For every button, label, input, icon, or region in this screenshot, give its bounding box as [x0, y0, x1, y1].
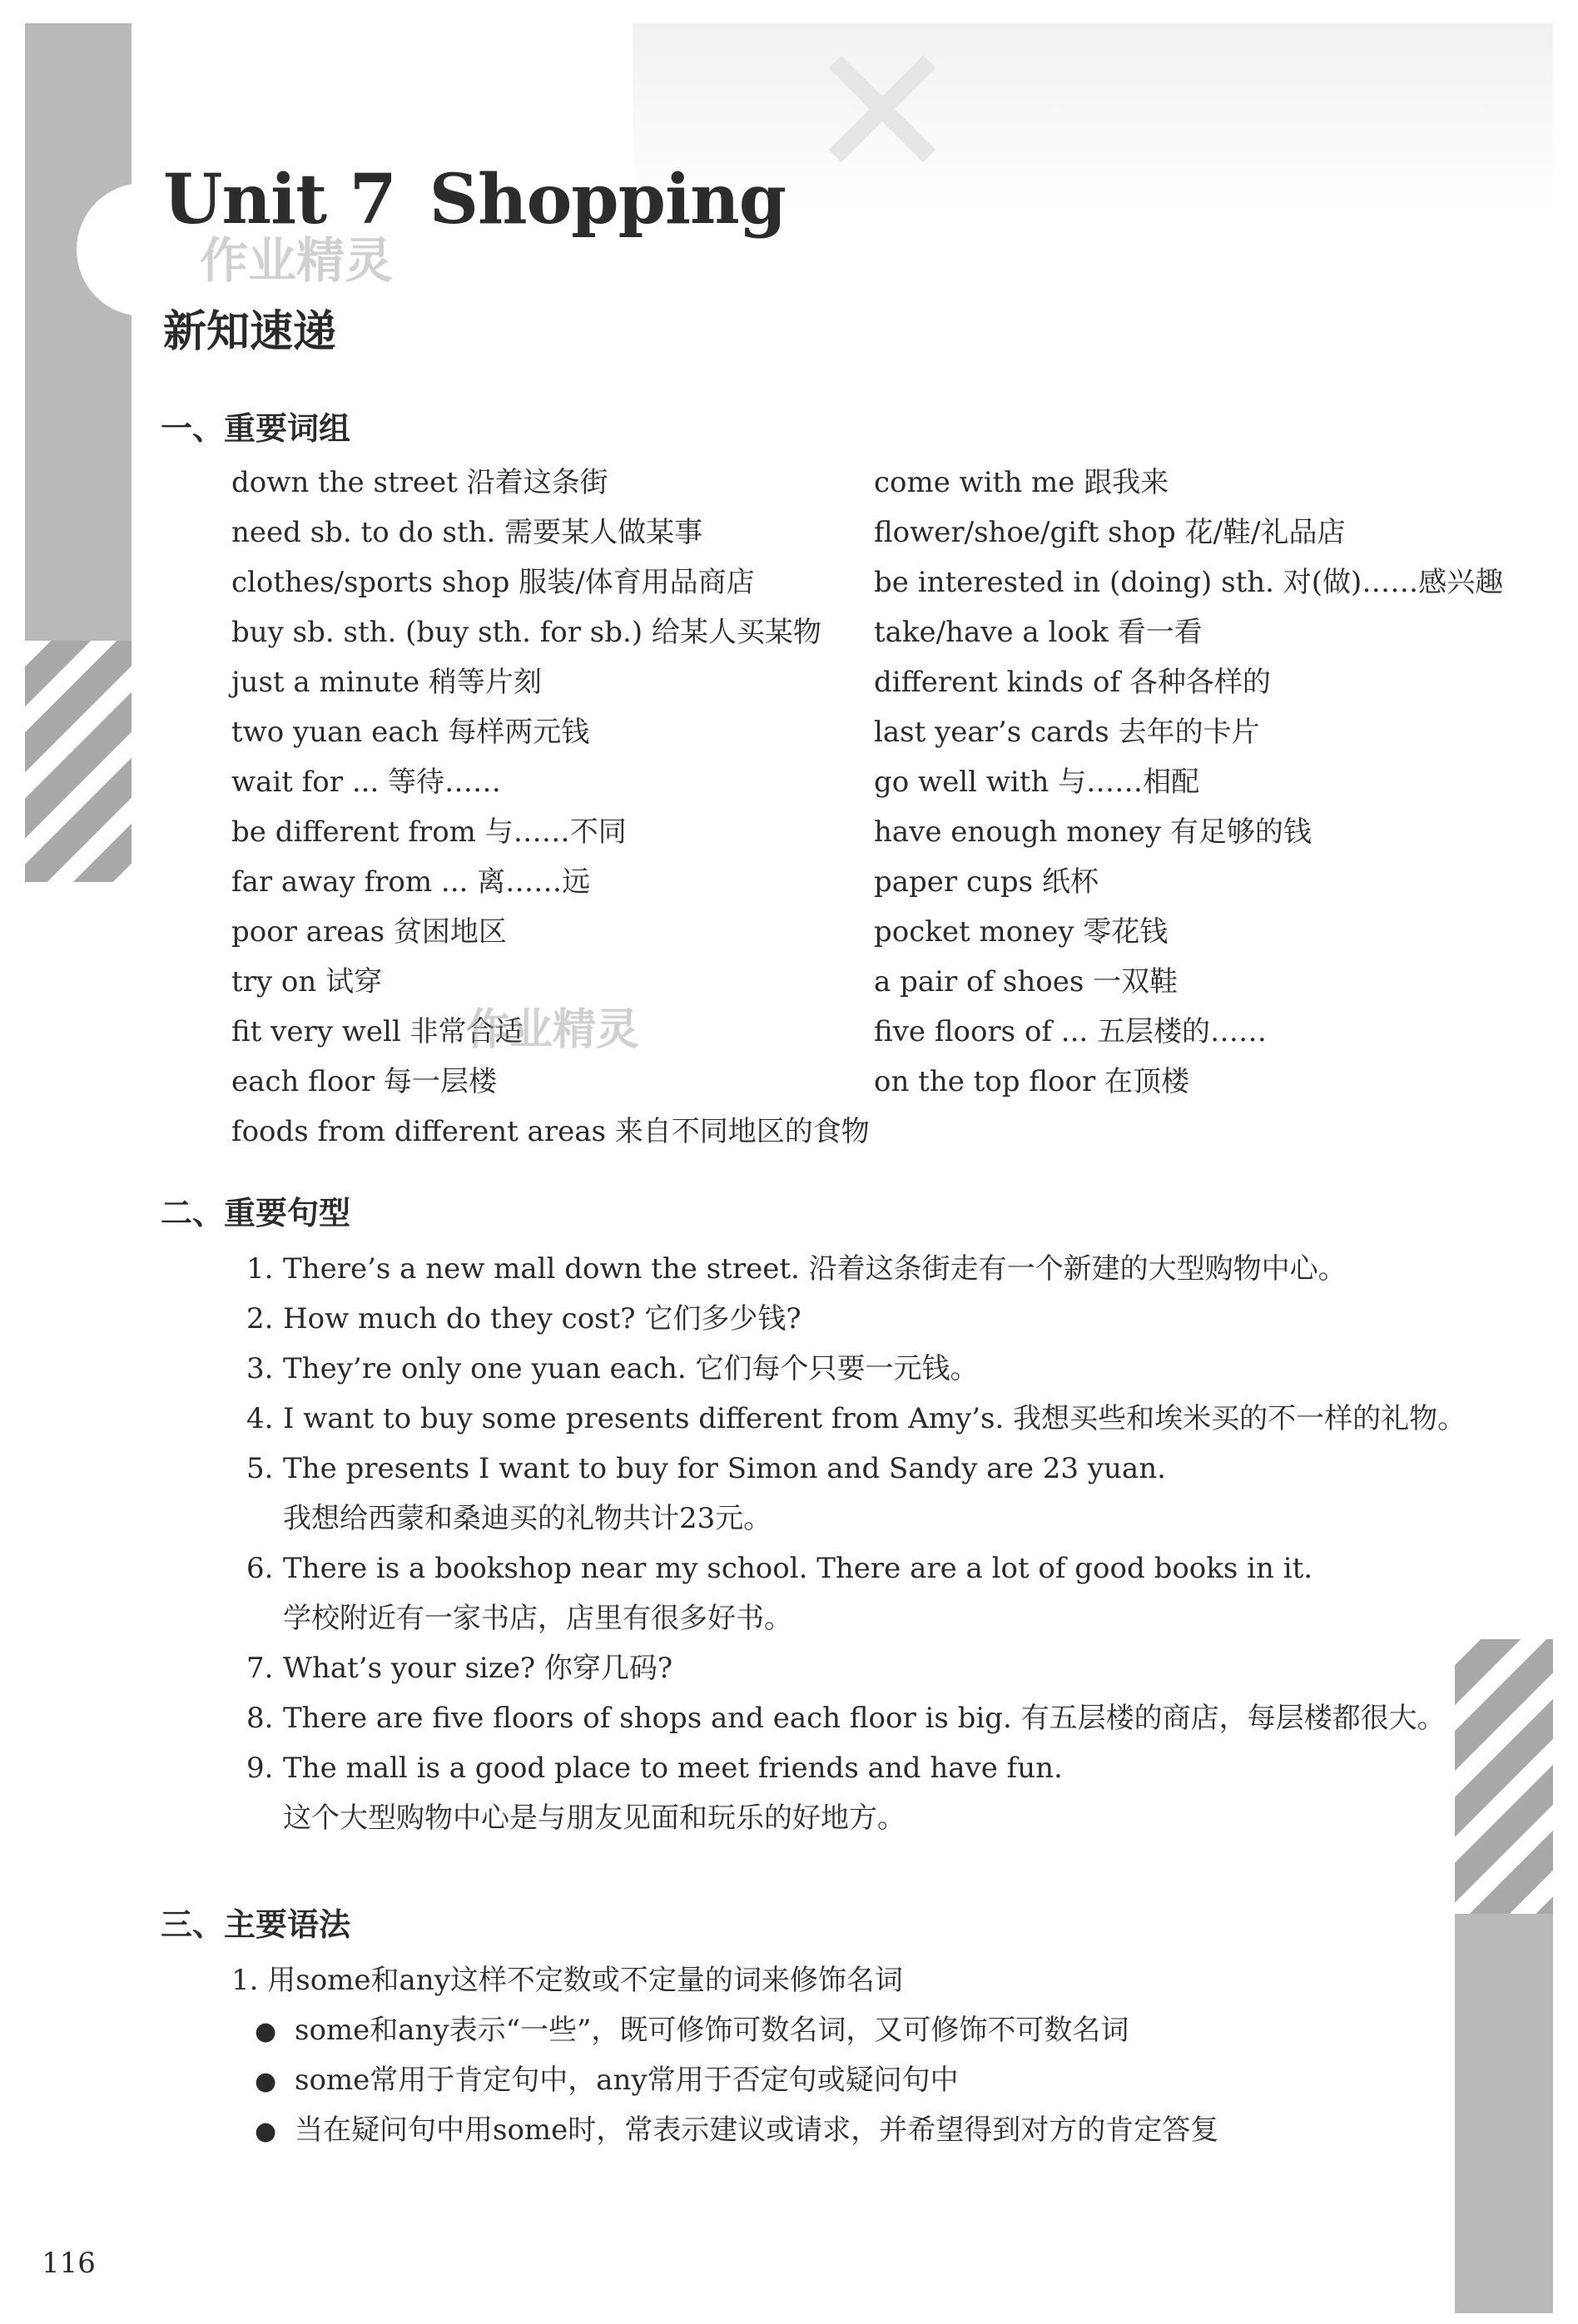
phrase-item: have enough money 有足够的钱 [874, 815, 1312, 849]
sentence-item: 2. How much do they cost? 它们多少钱? [246, 1302, 801, 1335]
sentence-item: 7. What’s your size? 你穿几码? [246, 1652, 673, 1685]
phrase-item: different kinds of 各种各样的 [874, 666, 1271, 699]
grammar-point: 1. 用some和any这样不定数或不定量的词来修饰名词 [231, 1964, 903, 1997]
phrase-item: buy sb. sth. (buy sth. for sb.) 给某人买某物 [231, 616, 821, 649]
phrase-item-full-width: foods from different areas 来自不同地区的食物 [231, 1115, 870, 1148]
bullet-icon: ● [255, 2017, 277, 2046]
phrase-item: come with me 跟我来 [874, 466, 1169, 499]
sentence-item: 5. The presents I want to buy for Simon and Sandy are 23 yuan. [246, 1452, 1166, 1485]
sentence-translation: 学校附近有一家书店，店里有很多好书。 [283, 1602, 792, 1635]
sentence-item: 4. I want to buy some presents different from Amy’s. 我想买些和埃米买的不一样的礼物。 [246, 1402, 1466, 1435]
sentence-item: 8. There are five floors of shops and each floor is big. 有五层楼的商店，每层楼都很大。 [246, 1702, 1446, 1735]
phrase-item: five floors of ... 五层楼的…… [874, 1015, 1268, 1048]
sentence-item: 9. The mall is a good place to meet friends and have fun. [246, 1752, 1063, 1785]
phrase-item: just a minute 稍等片刻 [231, 666, 542, 699]
grammar-bullet-list [255, 2005, 1218, 2155]
phrase-item: two yuan each 每样两元钱 [231, 716, 590, 749]
phrase-item: flower/shoe/gift shop 花/鞋/礼品店 [874, 516, 1346, 549]
phrase-item: down the street 沿着这条街 [231, 466, 608, 499]
grammar-bullet: ● some和any表示“一些”，既可修饰可数名词，又可修饰不可数名词 [255, 2005, 1218, 2055]
sentence-item: 3. They’re only one yuan each. 它们每个只要一元钱。 [246, 1352, 979, 1385]
unit-topic: Shopping [429, 160, 787, 240]
phrases-heading: 一、重要词组 [161, 410, 351, 447]
phrase-item: pocket money 零花钱 [874, 915, 1169, 949]
phrase-item: fit very well 非常合适 [231, 1015, 524, 1048]
sentence-item: 6. There is a bookshop near my school. There are a lot of good books in it. [246, 1552, 1313, 1585]
phrase-item: far away from ... 离……远 [231, 865, 591, 899]
phrase-item: on the top floor 在顶楼 [874, 1065, 1190, 1098]
phrase-item: be different from 与……不同 [231, 815, 627, 849]
phrase-item: wait for ... 等待…… [231, 766, 502, 799]
sentences-heading: 二、重要句型 [161, 1195, 351, 1231]
phrase-item: paper cups 纸杯 [874, 865, 1099, 899]
phrase-item: last year’s cards 去年的卡片 [874, 716, 1260, 749]
phrase-item: be interested in (doing) sth. 对(做)……感兴趣 [874, 566, 1504, 599]
watermark: 作业精灵 [200, 232, 394, 289]
phrase-list-right [874, 458, 1503, 1107]
phrase-item: take/have a look 看一看 [874, 616, 1203, 649]
phrase-item: a pair of shoes 一双鞋 [874, 965, 1179, 998]
phrase-item: each floor 每一层楼 [231, 1065, 497, 1098]
header-cross-decoration: ✕ [805, 6, 960, 219]
sentence-list [246, 1244, 1466, 1843]
right-margin-stripes [1455, 1639, 1553, 1914]
phrase-item: poor areas 贫困地区 [231, 915, 507, 949]
phrase-item: try on 试穿 [231, 965, 383, 998]
grammar-bullet: ● 当在疑问句中用some时，常表示建议或请求，并希望得到对方的肯定答复 [255, 2105, 1218, 2155]
grammar-heading: 三、主要语法 [161, 1906, 351, 1943]
sentence-translation: 我想给西蒙和桑迪买的礼物共计23元。 [283, 1502, 772, 1535]
sentence-item: 1. There’s a new mall down the street. 沿着这条街走有一个新建的大型购物中心。 [246, 1252, 1347, 1286]
sentence-translation: 这个大型购物中心是与朋友见面和玩乐的好地方。 [283, 1801, 906, 1835]
page-number: 116 [42, 2247, 96, 2280]
left-margin-stripes [25, 641, 132, 882]
grammar-bullet: ● some常用于肯定句中，any常用于否定句或疑问句中 [255, 2055, 1218, 2105]
phrase-item: clothes/sports shop 服装/体育用品商店 [231, 566, 755, 599]
section-title: 新知速递 [163, 307, 337, 357]
watermark-overlay: 作业精灵 [466, 1005, 640, 1055]
phrase-item: need sb. to do sth. 需要某人做某事 [231, 516, 703, 549]
bullet-icon: ● [255, 2067, 277, 2096]
unit-number: Unit 7 [163, 160, 396, 240]
bullet-icon: ● [255, 2117, 277, 2146]
phrase-item: go well with 与……相配 [874, 766, 1200, 799]
